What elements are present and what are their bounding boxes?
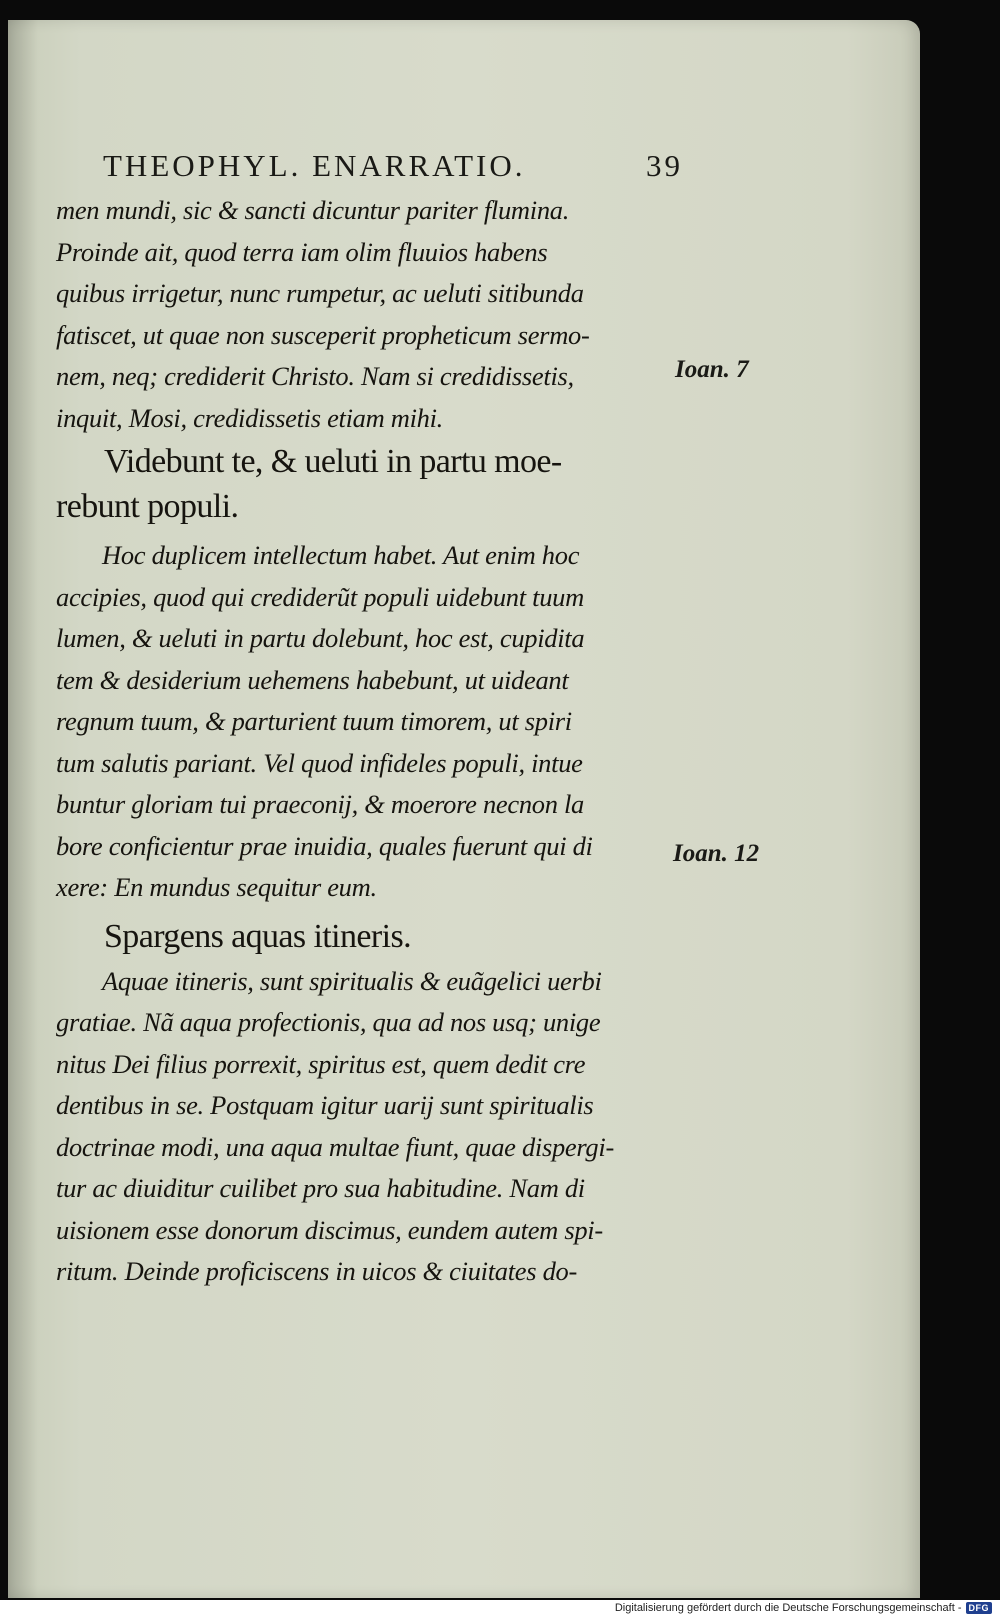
text-line: uisionem esse donorum discimus, eundem autem spi- xyxy=(56,1214,603,1245)
text-line: accipies, quod qui crediderũt populi uidebunt tuum xyxy=(56,581,584,612)
text-line: Aquae itineris, sunt spiritualis & euãgelici uerbi xyxy=(102,965,602,996)
main-text xyxy=(56,190,696,1293)
header-title: THEOPHYL. ENARRATIO. xyxy=(103,148,526,183)
credit-text: Digitalisierung gefördert durch die Deutsche Forschungsgemeinschaft - xyxy=(614,1602,962,1614)
running-header xyxy=(103,148,683,184)
text-line: inquit, Mosi, credidissetis etiam mihi. xyxy=(56,402,444,433)
text-line: nitus Dei filius porrexit, spiritus est, quem dedit cre xyxy=(56,1048,586,1079)
lemma-line: Spargens aquas itineris. xyxy=(104,917,411,955)
text-line: doctrinae modi, una aqua multae fiunt, quae dispergi- xyxy=(56,1131,614,1162)
text-line: ritum. Deinde proficiscens in uicos & ciuitates do- xyxy=(56,1256,578,1286)
page-number: 39 xyxy=(646,148,683,183)
text-line: bore conficientur prae inuidia, quales fuerunt qui di xyxy=(56,830,593,861)
book-page xyxy=(8,20,920,1598)
text-line: Hoc duplicem intellectum habet. Aut enim hoc xyxy=(102,540,580,570)
lemma-line: rebunt populi. xyxy=(56,488,239,525)
text-line: tum salutis pariant. Vel quod infideles populi, intue xyxy=(56,747,583,778)
text-line: buntur gloriam tui praeconij, & moerore necnon la xyxy=(56,789,585,819)
show-through-text xyxy=(740,160,860,420)
text-line: dentibus in se. Postquam igitur uarij sunt spiritualis xyxy=(56,1090,594,1120)
text-line: fatiscet, ut quae non susceperit propheticum sermo- xyxy=(56,319,590,350)
margin-note: Ioan. 12 xyxy=(673,840,760,867)
digitization-credit xyxy=(615,1600,992,1616)
text-line: nem, neq; crediderit Christo. Nam si credidissetis, xyxy=(56,361,574,391)
lemma-line: Videbunt te, & ueluti in partu moe- xyxy=(104,443,562,480)
text-line: xere: En mundus sequitur eum. xyxy=(56,872,377,902)
text-line: regnum tuum, & parturient tuum timorem, ut spiri xyxy=(56,706,572,736)
dfg-logo-icon: DFG xyxy=(966,1602,993,1614)
text-line: Proinde ait, quod terra iam olim fluuios habens xyxy=(56,236,548,267)
text-line: tur ac diuiditur cuilibet pro sua habitudine. Nam di xyxy=(56,1173,585,1203)
text-line: quibus irrigetur, nunc rumpetur, ac ueluti sitibunda xyxy=(56,278,584,308)
text-line: men mundi, sic & sancti dicuntur pariter flumina. xyxy=(56,195,570,225)
text-line: lumen, & ueluti in partu dolebunt, hoc est, cupidita xyxy=(56,623,585,653)
margin-note: Ioan. 7 xyxy=(675,356,749,383)
text-line: tem & desiderium uehemens habebunt, ut uideant xyxy=(56,664,569,695)
text-line: gratiae. Nã aqua profectionis, qua ad nos usq; unige xyxy=(56,1007,601,1037)
